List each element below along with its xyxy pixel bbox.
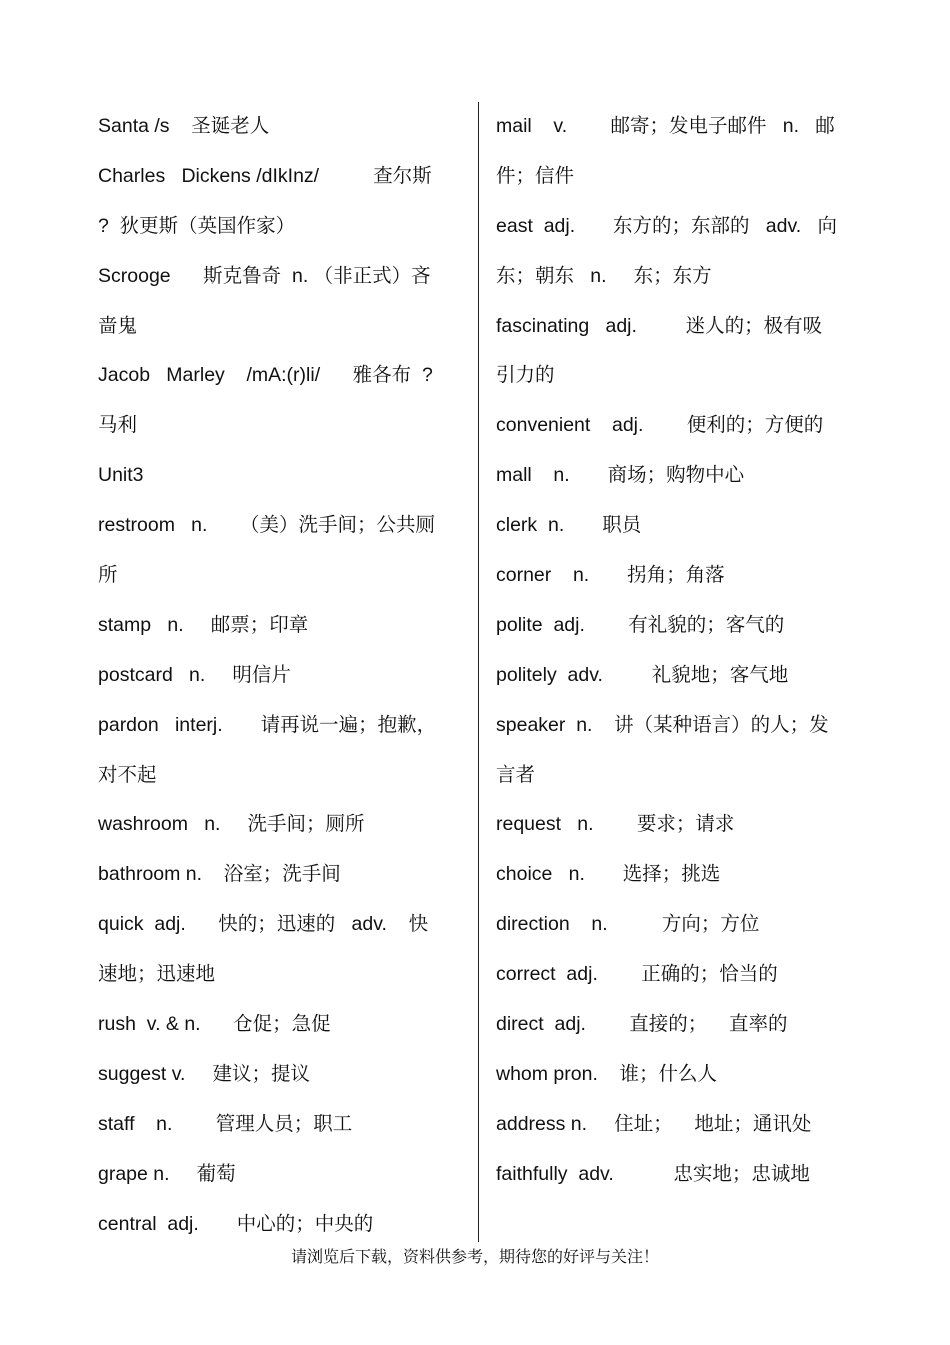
unit-heading-text: Unit3 <box>98 464 144 487</box>
vocab-line <box>496 900 862 950</box>
vocab-text: mall n. 商场；购物中心 <box>496 464 745 487</box>
vocab-line <box>98 1050 464 1100</box>
vocab-text: address n. 住址； 地址；通讯处 <box>496 1112 812 1135</box>
vocab-line <box>98 302 464 352</box>
vocab-text: direction n. 方向；方位 <box>496 913 760 936</box>
vocab-text: 引力的 <box>496 364 555 387</box>
vocab-line <box>496 950 862 1000</box>
vocab-text: washroom n. 洗手间；厕所 <box>98 813 365 836</box>
vocab-line <box>496 252 862 302</box>
vocab-text: 啬鬼 <box>98 314 138 337</box>
vocab-line <box>496 302 862 352</box>
vocab-text: 马利 <box>98 414 138 437</box>
vocab-text: suggest v. 建议；提议 <box>98 1062 311 1085</box>
column-divider <box>478 102 479 1242</box>
vocab-text: Santa /s 圣诞老人 <box>98 115 270 137</box>
vocab-text: 言者 <box>496 763 536 786</box>
vocab-text: grape n. 葡萄 <box>98 1162 236 1185</box>
vocab-text: 对不起 <box>98 763 157 786</box>
vocab-text: choice n. 选择；挑选 <box>496 863 721 886</box>
left-column <box>98 102 464 1249</box>
vocab-line <box>496 1150 862 1200</box>
vocab-text: 所 <box>98 564 118 587</box>
vocab-line <box>496 551 862 601</box>
vocab-line <box>98 102 464 152</box>
vocab-text: speaker n. 讲（某种语言）的人；发 <box>496 713 829 736</box>
vocab-text: Jacob Marley /mA:(r)li/ 雅各布 ? <box>98 364 433 387</box>
unit-heading <box>98 451 464 501</box>
vocab-line <box>496 501 862 551</box>
vocab-text: faithfully adv. 忠实地；忠诚地 <box>496 1162 810 1185</box>
vocab-line <box>98 1100 464 1150</box>
vocab-text: request n. 要求；请求 <box>496 813 735 836</box>
vocab-text: staff n. 管理人员；职工 <box>98 1112 353 1135</box>
vocab-line <box>496 651 862 701</box>
vocab-text: stamp n. 邮票；印章 <box>98 613 309 636</box>
vocab-text: east adj. 东方的；东部的 adv. 向 <box>496 214 837 237</box>
vocab-line <box>496 701 862 751</box>
vocab-line <box>98 1150 464 1200</box>
vocab-text: politely adv. 礼貌地；客气地 <box>496 663 789 686</box>
vocab-text: bathroom n. 浴室；洗手间 <box>98 863 341 886</box>
vocab-line <box>98 900 464 950</box>
vocab-text: restroom n. （美）洗手间；公共厕 <box>98 514 435 537</box>
vocab-line <box>98 152 464 202</box>
vocab-line <box>98 601 464 651</box>
vocab-line <box>496 751 862 801</box>
vocab-text: corner n. 拐角；角落 <box>496 564 725 587</box>
vocab-text: 速地；迅速地 <box>98 963 216 986</box>
vocab-line <box>98 701 464 751</box>
vocab-text: 东；朝东 n. 东；东方 <box>496 264 712 287</box>
vocab-text: 件；信件 <box>496 164 575 187</box>
vocab-text: polite adj. 有礼貌的；客气的 <box>496 613 785 636</box>
vocab-line <box>98 252 464 302</box>
page-footer: 请浏览后下载，资料供参考，期待您的好评与关注！ <box>290 1247 659 1266</box>
vocab-text: ? 狄更斯（英国作家） <box>98 214 296 237</box>
vocab-line <box>496 451 862 501</box>
vocab-text: direct adj. 直接的； 直率的 <box>496 1013 788 1036</box>
vocab-text: mail v. 邮寄；发电子邮件 n. 邮 <box>496 115 835 137</box>
vocab-line <box>496 351 862 401</box>
vocab-line <box>496 152 862 202</box>
vocab-line <box>98 751 464 801</box>
right-column <box>496 102 862 1200</box>
vocab-line <box>496 1000 862 1050</box>
vocab-text: convenient adj. 便利的；方便的 <box>496 414 824 437</box>
vocab-text: rush v. & n. 仓促；急促 <box>98 1013 331 1036</box>
vocab-line <box>496 800 862 850</box>
vocab-line <box>496 850 862 900</box>
vocab-line <box>98 202 464 252</box>
vocab-line <box>496 601 862 651</box>
vocab-line <box>496 202 862 252</box>
vocab-text: quick adj. 快的；迅速的 adv. 快 <box>98 913 429 936</box>
vocab-line <box>98 1200 464 1250</box>
vocab-line <box>98 651 464 701</box>
vocab-text: Scrooge 斯克鲁奇 n. （非正式）吝 <box>98 264 431 287</box>
vocab-line <box>98 800 464 850</box>
vocab-text: Charles Dickens /dIkInz/ 查尔斯 <box>98 164 432 187</box>
vocab-text: clerk n. 职员 <box>496 514 642 537</box>
vocab-line <box>98 1000 464 1050</box>
vocab-line <box>98 501 464 551</box>
vocab-text: central adj. 中心的；中央的 <box>98 1212 374 1235</box>
vocab-line <box>98 551 464 601</box>
vocab-line <box>496 1100 862 1150</box>
vocab-text: correct adj. 正确的；恰当的 <box>496 963 778 986</box>
vocab-line <box>98 401 464 451</box>
vocab-line <box>98 351 464 401</box>
vocab-line <box>98 950 464 1000</box>
vocab-text: postcard n. 明信片 <box>98 663 291 686</box>
vocab-text: whom pron. 谁；什么人 <box>496 1062 718 1085</box>
vocab-line <box>496 1050 862 1100</box>
vocab-line <box>496 401 862 451</box>
vocab-text: pardon interj. 请再说一遍；抱歉， <box>98 713 437 736</box>
vocab-line <box>98 850 464 900</box>
vocab-text: fascinating adj. 迷人的；极有吸 <box>496 314 823 337</box>
vocab-line <box>496 102 862 152</box>
